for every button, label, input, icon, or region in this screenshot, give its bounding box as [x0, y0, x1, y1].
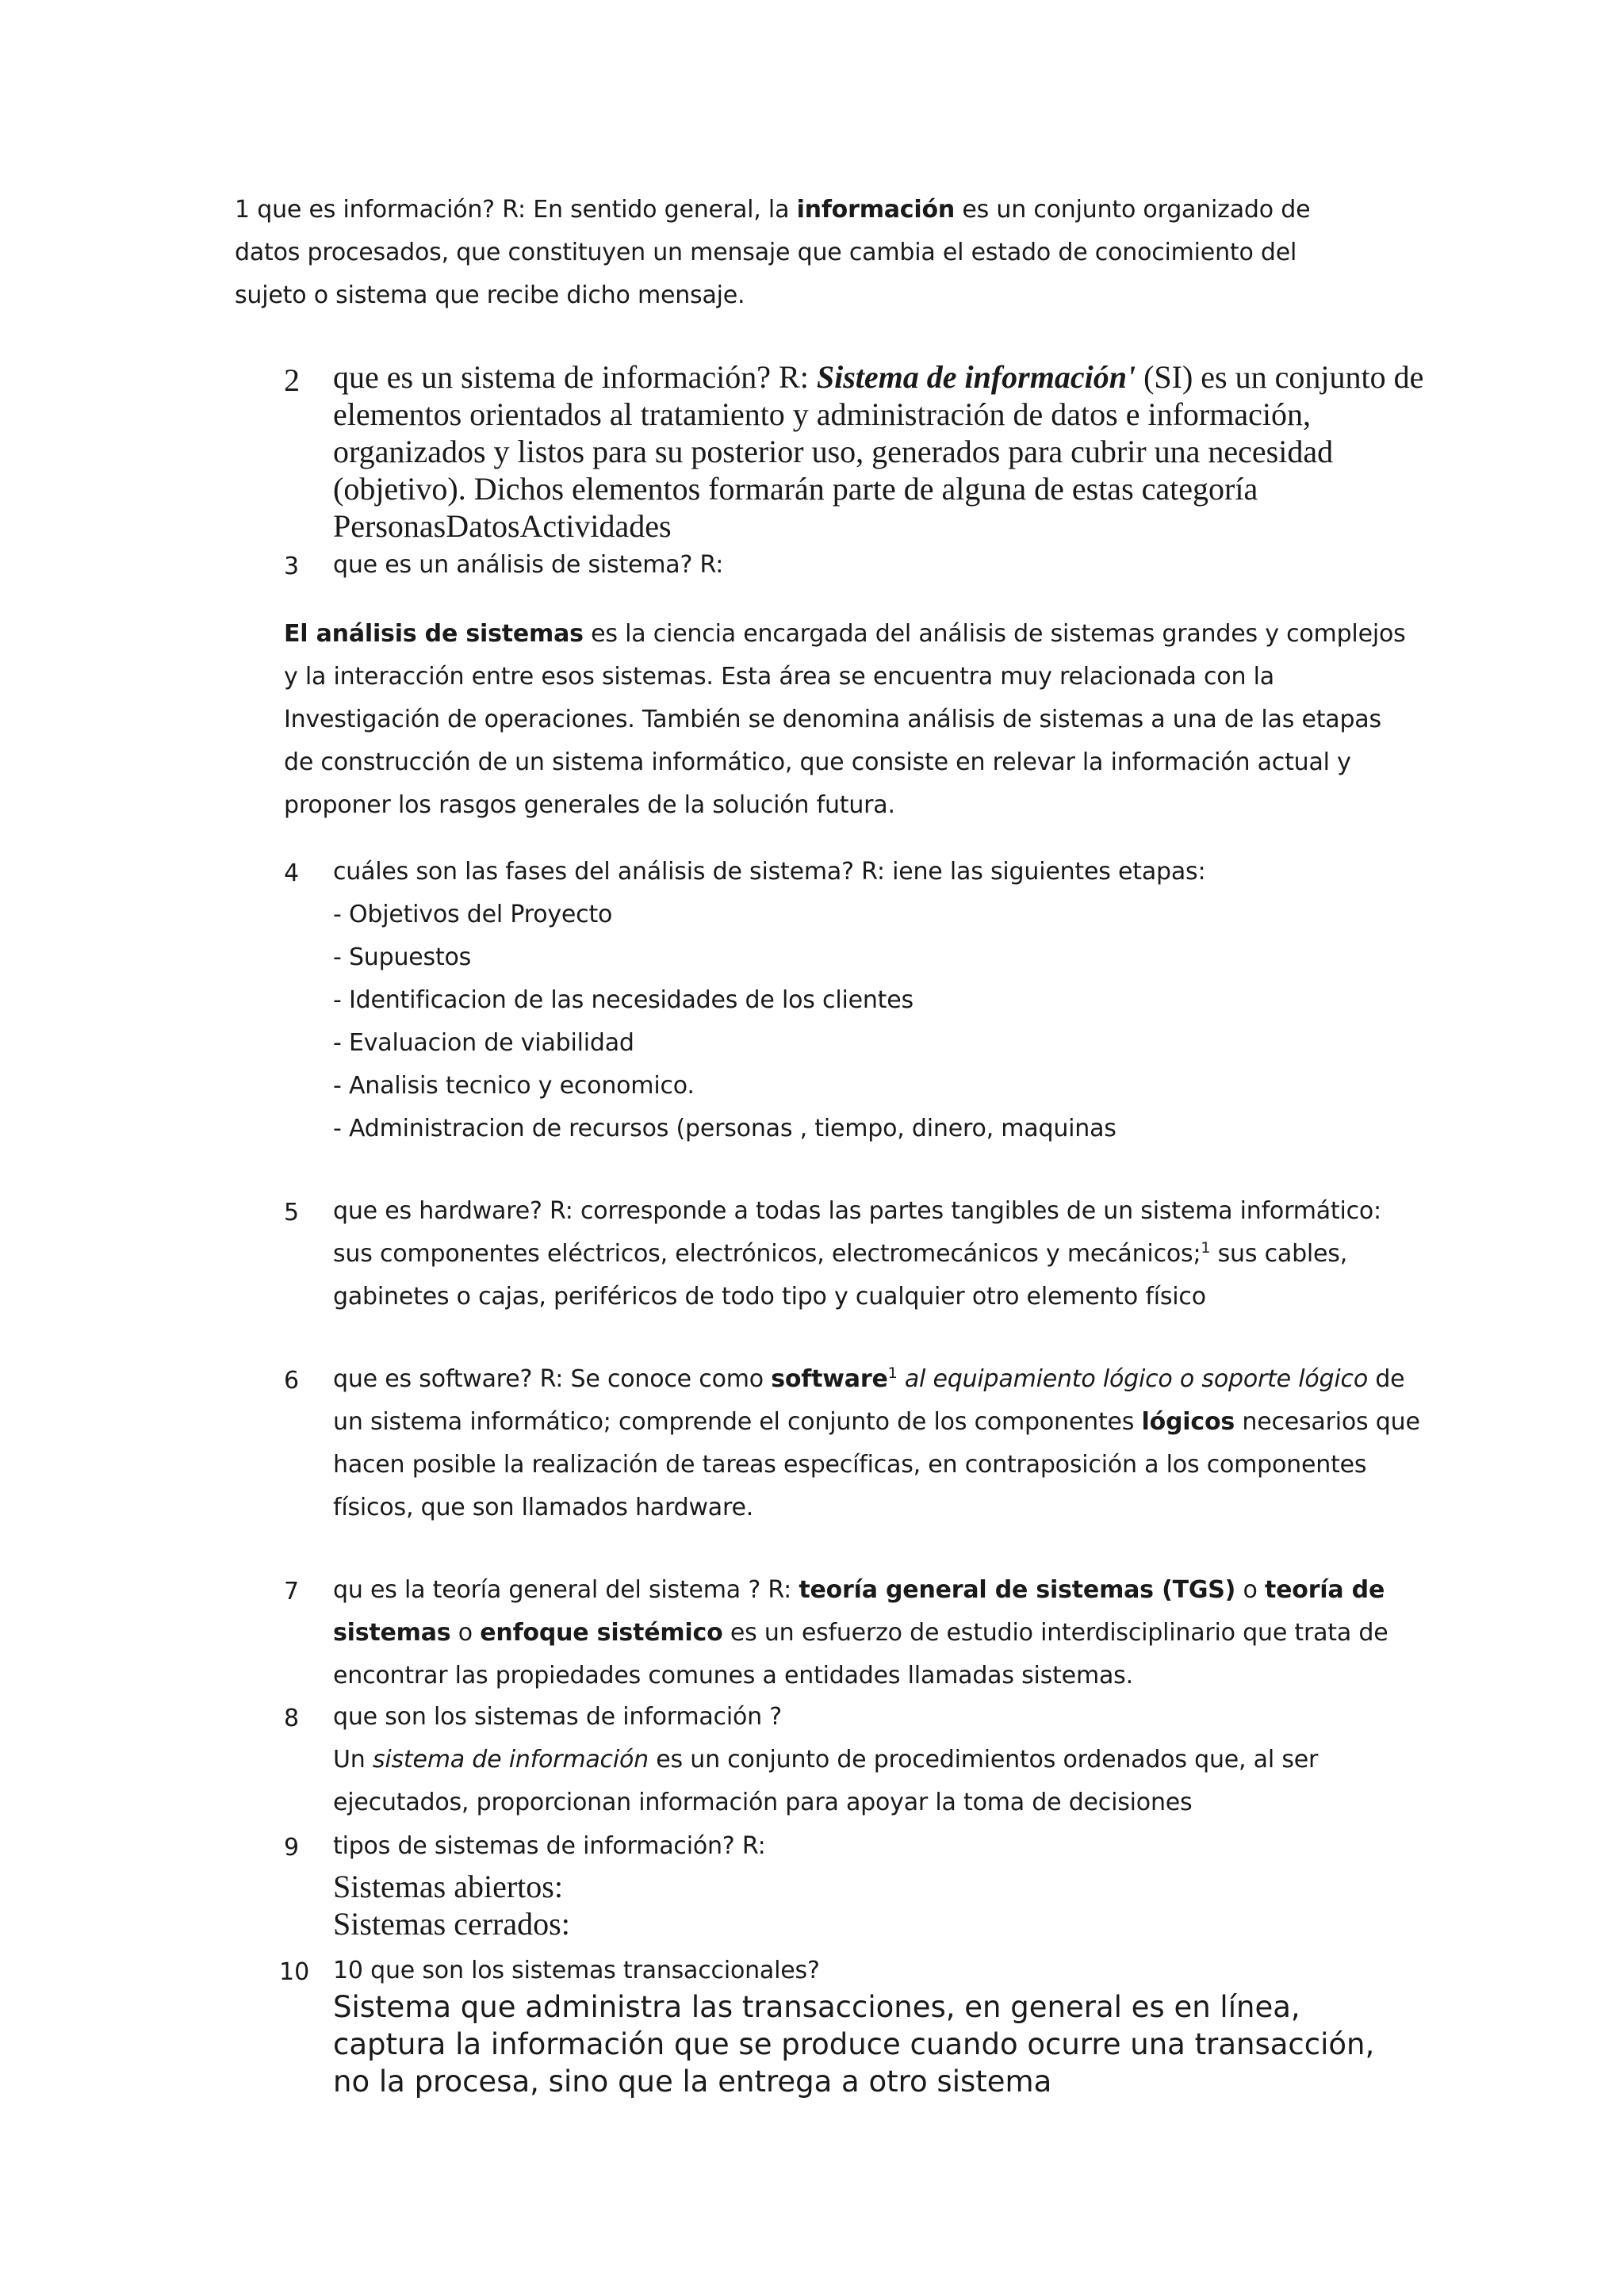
question-9-number: 9: [284, 1834, 300, 1862]
question-7-number: 7: [284, 1578, 300, 1605]
question-10-number: 10: [279, 1958, 310, 1986]
question-5-number: 5: [284, 1199, 300, 1226]
question-6-paragraph: que es software? R: Se conoce como software$^1$ al equipamiento lógico o soporte lógico de un sistema informático; comprende el conjunto de los componentes lógicos necesarios que hacen posible la realización de tareas específicas, en contraposición a los componentes físicos, que son llamados hardware.: [333, 1364, 1420, 1521]
footnote-marker: 1: [887, 1364, 898, 1382]
question-9-types: [333, 1868, 1427, 1942]
question-8-question: que son los sistemas de información ?: [333, 1703, 782, 1731]
phase-list-item: - Supuestos: [333, 943, 472, 971]
phase-list-item: - Analisis tecnico y economico.: [333, 1072, 695, 1100]
system-type-item: Sistemas abiertos:: [333, 1869, 563, 1904]
question-3-question: que es un análisis de sistema? R:: [333, 551, 724, 579]
question-6-bold-term: software: [771, 1365, 888, 1393]
phase-list-item: - Administracion de recursos (personas , tiempo, dinero, maquinas: [333, 1115, 1116, 1142]
phase-list-item: - Objetivos del Proyecto: [333, 901, 613, 928]
question-10-answer: Sistema que administra las transacciones, en general es en línea, captura la información que se produce cuando ocurre una transacción, no la procesa, sino que la entrega a otro sistema: [333, 1990, 1375, 2099]
system-type-item: Sistemas cerrados:: [333, 1906, 570, 1942]
question-5-paragraph: que es hardware? R: corresponde a todas las partes tangibles de un sistema informático: sus componentes eléctricos, electrónicos, electromecánicos y mecánicos;$^1$ sus cables, gabinetes o cajas, periféricos de todo tipo y cualquier otro elemento físico: [333, 1197, 1381, 1311]
question-8-answer: Un sistema de información es un conjunto de procedimientos ordenados que, al ser ejecutados, proporcionan información para apoyar la toma de decisiones: [333, 1746, 1319, 1816]
question-8-block: [333, 1696, 1427, 1824]
question-8-number: 8: [284, 1705, 300, 1732]
question-4-number: 4: [284, 859, 300, 887]
question-7-paragraph: qu es la teoría general del sistema ? R: teoría general de sistemas (TGS) o teoría de sistemas o enfoque sistémico es un esfuerzo de estudio interdisciplinario que trata de encontrar las propiedades comunes a entidades llamadas sistemas.: [333, 1576, 1388, 1689]
question-2-paragraph: que es un sistema de información? R: Sistema de información' (SI) es un conjunto de elementos orientados al tratamiento y administración de datos e información, organizados y listos para su posterior uso, generados para cubrir una necesidad (objetivo). Dichos elementos formarán parte de alguna de estas categoría PersonasDatosActividades: [333, 359, 1424, 544]
question-2-number: 2: [284, 362, 300, 398]
question-1-bold-term: información: [796, 196, 956, 224]
question-1-paragraph: 1 que es información? R: En sentido general, la información es un conjunto organizado de datos procesados, que constituyen un mensaje que cambia el estado de conocimiento del sujeto o sistema que recibe dicho mensaje.: [235, 196, 1311, 309]
question-3-number: 3: [284, 553, 300, 580]
question-3-bold-term: El análisis de sistemas: [284, 620, 584, 648]
question-6-italic-phrase: al equipamiento lógico o soporte lógico: [897, 1365, 1368, 1393]
question-6-number: 6: [284, 1367, 300, 1395]
question-3-answer: El análisis de sistemas es la ciencia encargada del análisis de sistemas grandes y complejos y la interacción entre esos sistemas. Esta área se encuentra muy relacionada con la Investigación de operaciones. También se denomina análisis de sistemas a una de las etapas de construcción de un sistema informático, que consiste en relevar la información actual y proponer los rasgos generales de la solución futura.: [284, 620, 1406, 819]
phase-list-item: - Evaluacion de viabilidad: [333, 1029, 634, 1057]
footnote-marker: 1: [1201, 1239, 1211, 1257]
question-6-bold-term-2: lógicos: [1141, 1408, 1235, 1436]
question-4-block: [333, 851, 1427, 1150]
question-10-question: 10 que son los sistemas transaccionales?: [333, 1957, 820, 1984]
question-9-question: tipos de sistemas de información? R:: [333, 1832, 766, 1860]
phase-list-item: - Identificacion de las necesidades de los clientes: [333, 986, 914, 1014]
question-4-question: cuáles son las fases del análisis de sistema? R: iene las siguientes etapas:: [333, 858, 1206, 886]
question-2-bold-italic-term: Sistema de información': [816, 359, 1136, 395]
